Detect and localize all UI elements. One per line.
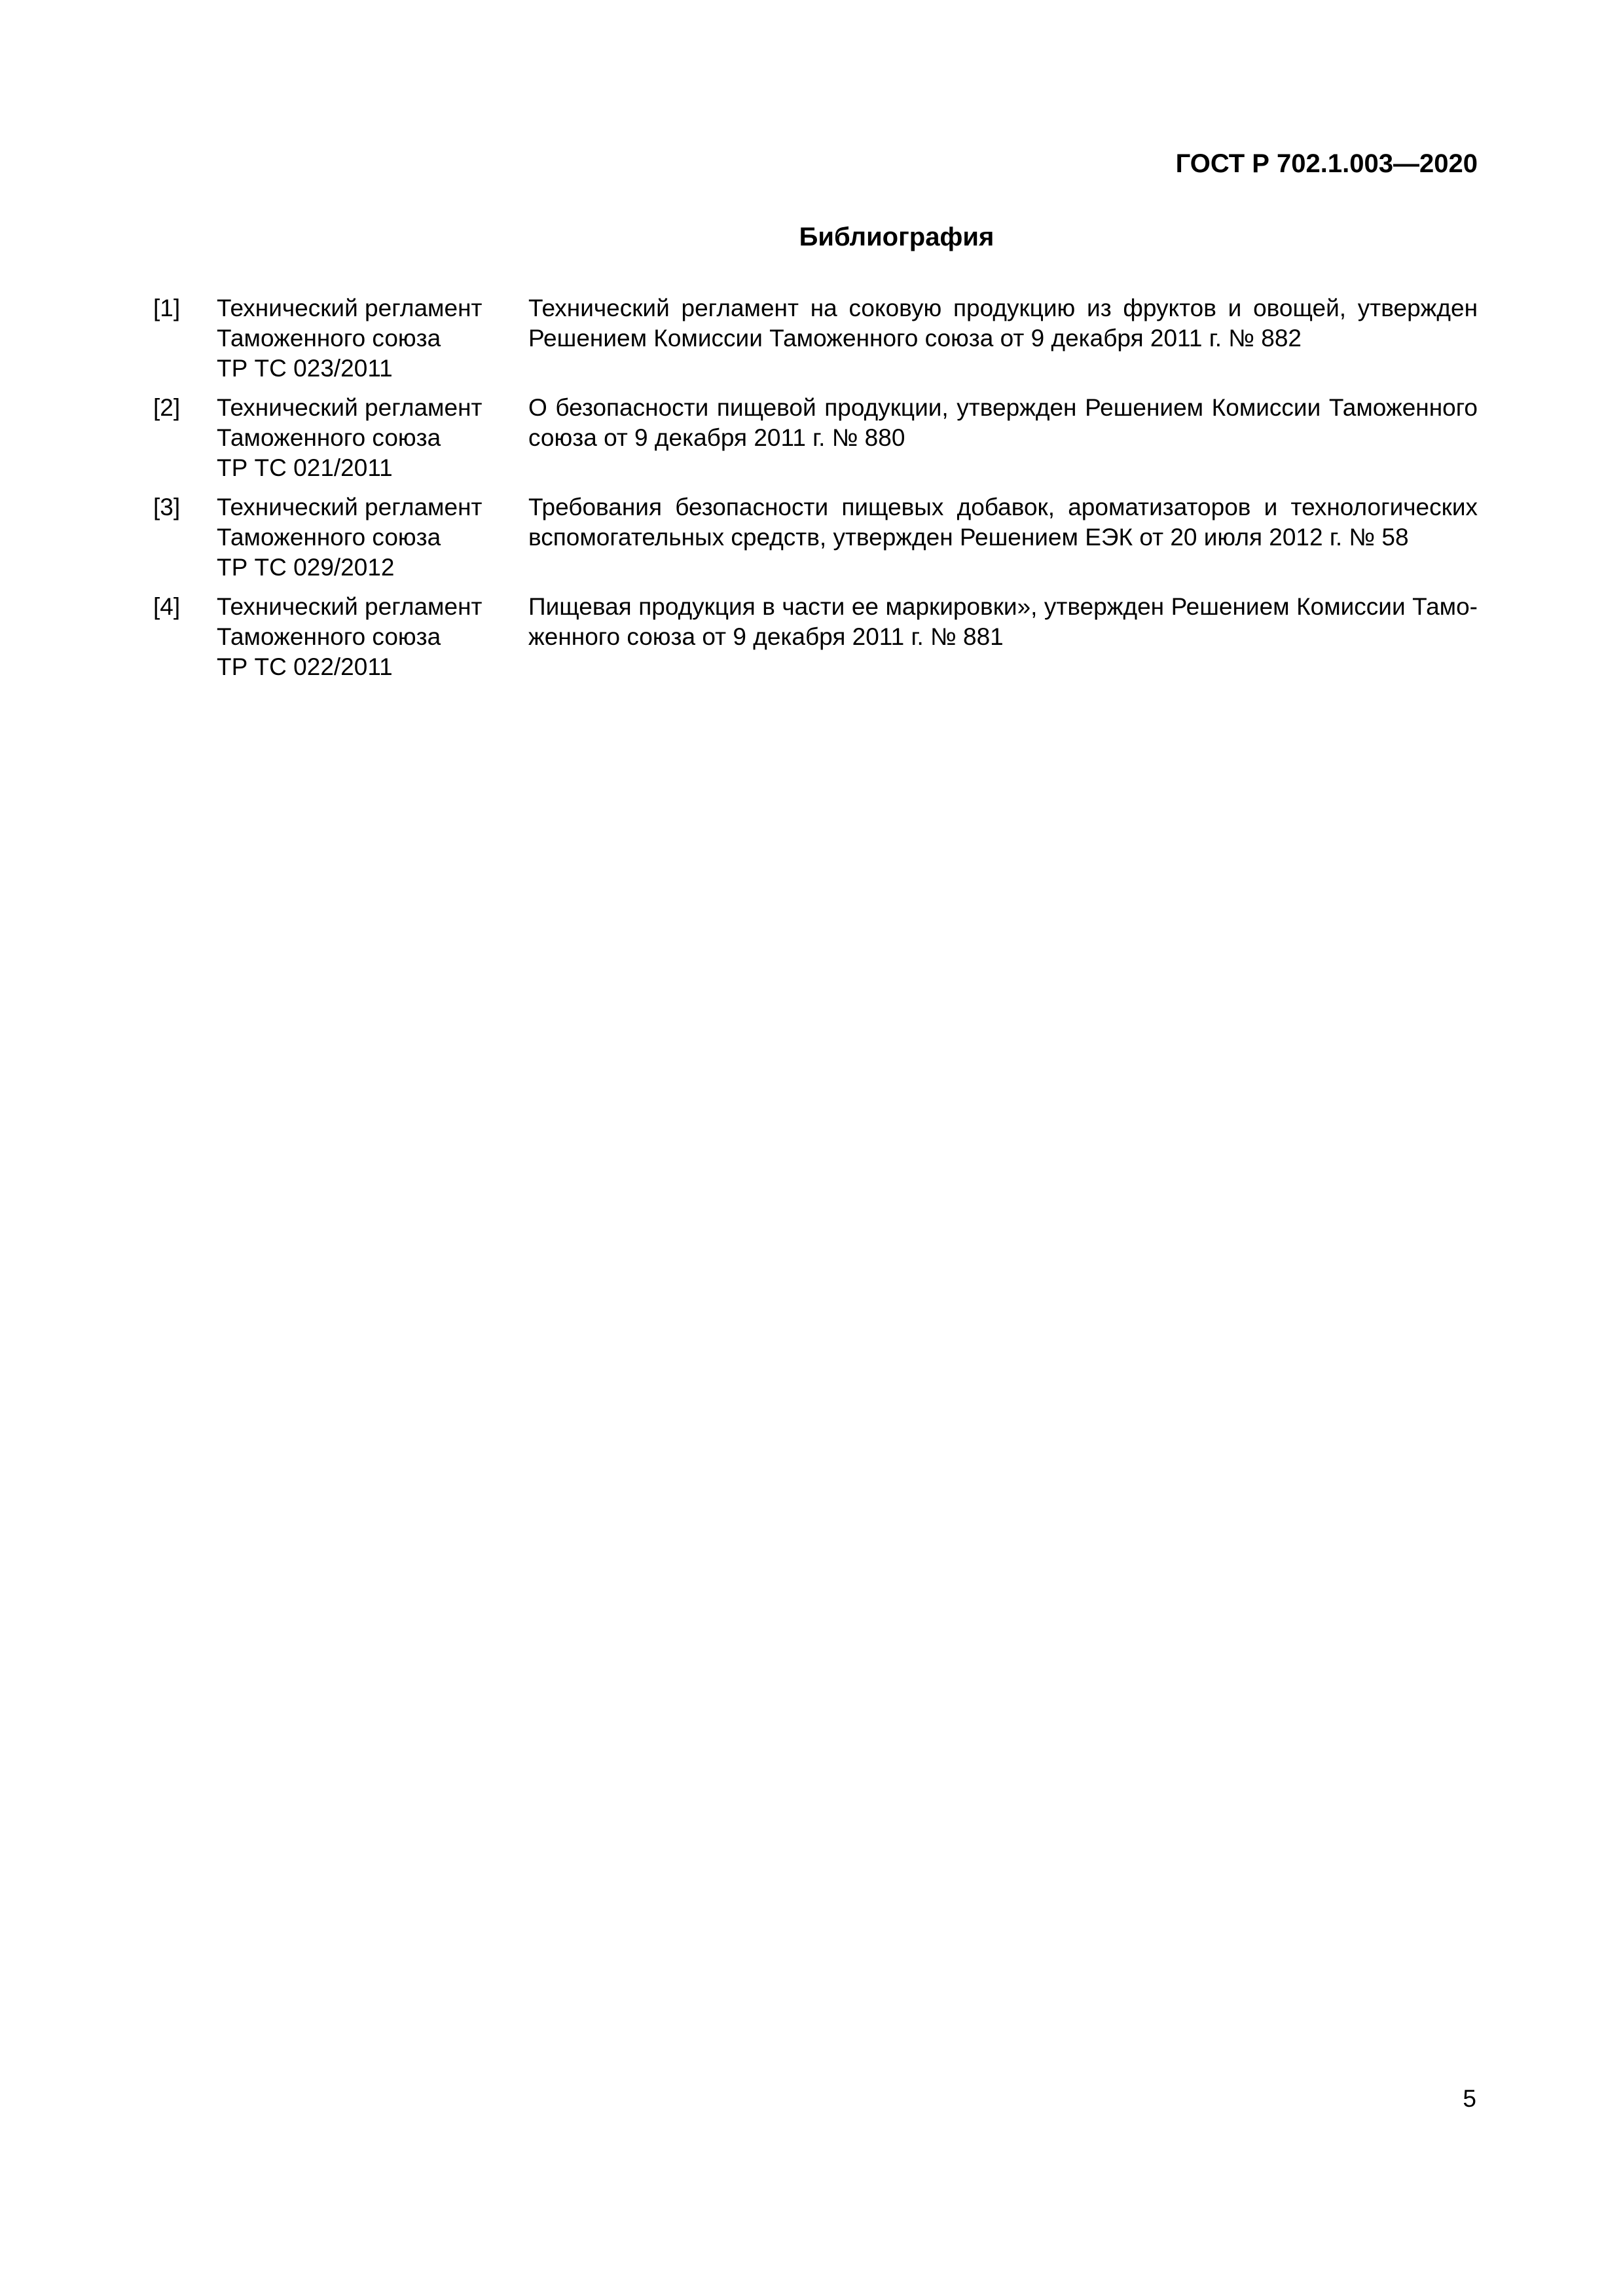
entry-description: Требования безопасности пищевых добавок, ароматизаторов и технологических вспомогательных средств, утвержден Решением ЕЭК от 20 июля 2012 г. № 58 — [528, 494, 1478, 551]
entry-document: Технический регламент Таможенного союза ТР ТС 021/2011 — [217, 394, 483, 481]
entry-number: [3] — [153, 494, 181, 520]
entry-document: Технический регламент Таможенного союза ТР ТС 022/2011 — [217, 593, 483, 680]
entry-description: О безопасности пищевой продукции, утвержден Решением Комиссии Таможенного союза от 9 декабря 2011 г. № 880 — [528, 394, 1478, 451]
bibliography-list — [153, 293, 1478, 691]
entry-description: Технический регламент на соковую продукцию из фруктов и овощей, утвержден Решением Комиссии Таможенного союза от 9 декабря 2011 г. № 882 — [528, 295, 1478, 352]
entry-number: [4] — [153, 593, 181, 620]
bibliography-entry — [153, 592, 1478, 682]
bibliography-entry — [153, 393, 1478, 483]
entry-number: [2] — [153, 394, 181, 421]
bibliography-entry — [153, 293, 1478, 384]
page-number: 5 — [1463, 2085, 1476, 2112]
entry-document: Технический регламент Таможенного союза ТР ТС 029/2012 — [217, 494, 483, 581]
bibliography-entry — [153, 492, 1478, 583]
document-code: ГОСТ Р 702.1.003—2020 — [1175, 149, 1478, 178]
entry-document: Технический регламент Таможенного союза ТР ТС 023/2011 — [217, 295, 483, 382]
entry-number: [1] — [153, 295, 181, 321]
entry-description: Пищевая продукция в части ее маркировки», утвержден Решением Комиссии Таможенного союза от 9 декабря 2011 г. № 881 — [528, 593, 1478, 650]
page-title: Библиография — [799, 223, 994, 251]
